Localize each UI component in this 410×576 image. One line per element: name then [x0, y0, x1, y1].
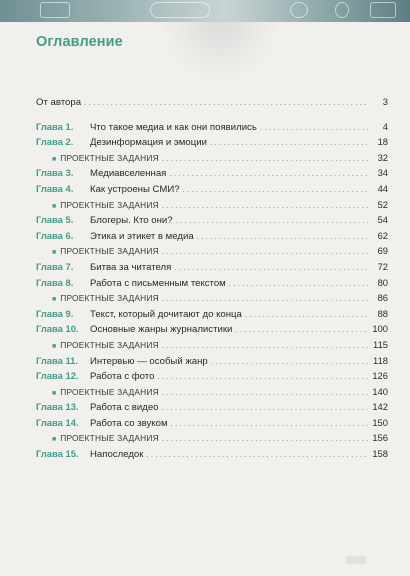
- page-number: 158: [372, 448, 388, 460]
- square-bullet-icon: ■: [52, 342, 57, 350]
- toc-entry-title: ПРОЕКТНЫЕ ЗАДАНИЯ: [60, 199, 159, 210]
- chapter-number: Глава 1.: [36, 120, 74, 132]
- dot-leader: [162, 198, 369, 214]
- toc-chapter-row: [36, 353, 388, 369]
- dot-leader: [162, 338, 369, 354]
- page-number: 62: [377, 229, 388, 241]
- square-bullet-icon: ■: [52, 155, 57, 163]
- page-number: 72: [377, 260, 388, 272]
- toc-entry-title: Этика и этикет в медиа: [90, 230, 194, 242]
- chapter-number: Глава 13.: [36, 401, 79, 413]
- toc-entry-title: ПРОЕКТНЫЕ ЗАДАНИЯ: [60, 386, 159, 397]
- chapter-number: Глава 12.: [36, 370, 79, 382]
- toc-entry-title: Напоследок: [90, 449, 144, 461]
- decorative-shape: [150, 2, 210, 18]
- toc-project-row: [36, 430, 388, 446]
- toc-entry-title: Медиавселенная: [90, 168, 167, 180]
- page-number: 69: [377, 245, 388, 257]
- image-fade: [160, 22, 280, 82]
- dot-leader: [169, 166, 369, 182]
- chapter-number: Глава 7.: [36, 260, 74, 272]
- at-sign-icon: [335, 2, 349, 18]
- dot-leader: [197, 229, 369, 245]
- toc-entry-title: Как устроены СМИ?: [90, 183, 180, 195]
- toc-entry-title: Работа с видео: [90, 402, 159, 414]
- page-number: 126: [372, 370, 388, 382]
- decorative-shape: [40, 2, 70, 18]
- page-number: 4: [382, 120, 388, 132]
- toc-entry-title: ПРОЕКТНЫЕ ЗАДАНИЯ: [60, 152, 159, 163]
- page-mark: [346, 556, 366, 564]
- chapter-number: Глава 6.: [36, 229, 74, 241]
- dot-leader: [84, 95, 369, 111]
- square-bullet-icon: ■: [52, 389, 57, 397]
- cover-image-strip: [0, 0, 410, 22]
- page-number: 115: [373, 338, 388, 350]
- square-bullet-icon: ■: [52, 436, 57, 444]
- toc-project-row: [36, 197, 388, 213]
- decorative-shape: [370, 2, 396, 18]
- page-title: Оглавление: [36, 34, 123, 50]
- toc-chapter-row: [36, 134, 388, 150]
- dot-leader: [183, 182, 369, 198]
- page-number: 52: [377, 198, 388, 210]
- chapter-number: Глава 9.: [36, 307, 74, 319]
- toc-chapter-row: [36, 399, 388, 415]
- page-number: 54: [377, 214, 388, 226]
- dot-leader: [211, 354, 369, 370]
- chapter-number: Глава 14.: [36, 416, 79, 428]
- square-bullet-icon: ■: [52, 202, 57, 210]
- toc-chapter-row: [36, 259, 388, 275]
- toc-entry-title: Основные жанры журналистики: [90, 324, 233, 336]
- toc-chapter-row: [36, 212, 388, 228]
- toc-chapter-row: [36, 368, 388, 384]
- toc-chapter-row: [36, 306, 388, 322]
- toc-entry-title: ПРОЕКТНЫЕ ЗАДАНИЯ: [60, 339, 159, 350]
- chapter-number: Глава 3.: [36, 167, 74, 179]
- toc-entry-title: Блогеры. Кто они?: [90, 215, 173, 227]
- toc-project-row: [36, 243, 388, 259]
- toc-entry-title: ПРОЕКТНЫЕ ЗАДАНИЯ: [60, 246, 159, 257]
- dot-leader: [162, 400, 369, 416]
- dot-leader: [157, 369, 369, 385]
- page-number: 100: [372, 323, 388, 335]
- toc-chapter-row: [36, 119, 388, 135]
- dot-leader: [210, 135, 369, 151]
- toc-entry-title: ПРОЕКТНЫЕ ЗАДАНИЯ: [60, 293, 159, 304]
- page-number: 118: [373, 354, 388, 366]
- toc-intro-row: [36, 94, 388, 110]
- toc-chapter-row: [36, 165, 388, 181]
- toc-project-row: [36, 290, 388, 306]
- dot-leader: [162, 431, 369, 447]
- toc-entry-title: Битва за читателя: [90, 261, 172, 273]
- page-number: 34: [377, 167, 388, 179]
- page-number: 18: [377, 136, 388, 148]
- chapter-number: Глава 5.: [36, 214, 74, 226]
- toc-chapter-row: [36, 446, 388, 462]
- toc-chapter-row: [36, 275, 388, 291]
- dot-leader: [162, 385, 369, 401]
- chapter-number: Глава 4.: [36, 182, 74, 194]
- dot-leader: [162, 151, 369, 167]
- toc-entry-title: Работа с фото: [90, 371, 155, 383]
- dot-leader: [229, 276, 369, 292]
- dot-leader: [162, 291, 369, 307]
- page-number: 3: [382, 96, 388, 107]
- page-number: 88: [377, 307, 388, 319]
- page-number: 86: [377, 292, 388, 304]
- square-bullet-icon: ■: [52, 296, 57, 304]
- dot-leader: [260, 120, 369, 136]
- toc-entry-title: Работа со звуком: [90, 417, 168, 429]
- page-number: 44: [377, 182, 388, 194]
- chapter-number: Глава 15.: [36, 448, 79, 460]
- toc-entry-title: Дезинформация и эмоции: [90, 137, 207, 149]
- toc-chapter-row: [36, 321, 388, 337]
- toc-entry-title: Что такое медиа и как они появились: [90, 121, 257, 133]
- chapter-number: Глава 11.: [36, 354, 78, 366]
- dot-leader: [162, 244, 369, 260]
- toc-entry-title: Текст, который дочитают до конца: [90, 308, 242, 320]
- toc-entry-title: От автора: [36, 97, 82, 108]
- page-number: 32: [377, 151, 388, 163]
- page-number: 156: [372, 432, 388, 444]
- toc-project-row: [36, 384, 388, 400]
- toc-entry-title: Интервью — особый жанр: [90, 355, 208, 367]
- dot-leader: [176, 213, 369, 229]
- chapter-number: Глава 10.: [36, 323, 79, 335]
- page-number: 150: [372, 416, 388, 428]
- toc-chapter-row: [36, 228, 388, 244]
- page-number: 140: [372, 385, 388, 397]
- dot-leader: [235, 322, 369, 338]
- dot-leader: [146, 447, 369, 463]
- decorative-shape: [290, 2, 308, 18]
- toc-chapter-row: [36, 415, 388, 431]
- dot-leader: [174, 260, 369, 276]
- toc-entry-title: ПРОЕКТНЫЕ ЗАДАНИЯ: [60, 433, 159, 444]
- page-number: 80: [377, 276, 388, 288]
- toc-chapter-row: [36, 181, 388, 197]
- dot-leader: [245, 307, 369, 323]
- toc-project-row: [36, 337, 388, 353]
- toc-entry-title: Работа с письменным текстом: [90, 277, 226, 289]
- table-of-contents: [36, 94, 388, 462]
- toc-project-row: [36, 150, 388, 166]
- page-number: 142: [372, 401, 388, 413]
- chapter-number: Глава 2.: [36, 136, 74, 148]
- dot-leader: [171, 416, 369, 432]
- square-bullet-icon: ■: [52, 249, 57, 257]
- chapter-number: Глава 8.: [36, 276, 74, 288]
